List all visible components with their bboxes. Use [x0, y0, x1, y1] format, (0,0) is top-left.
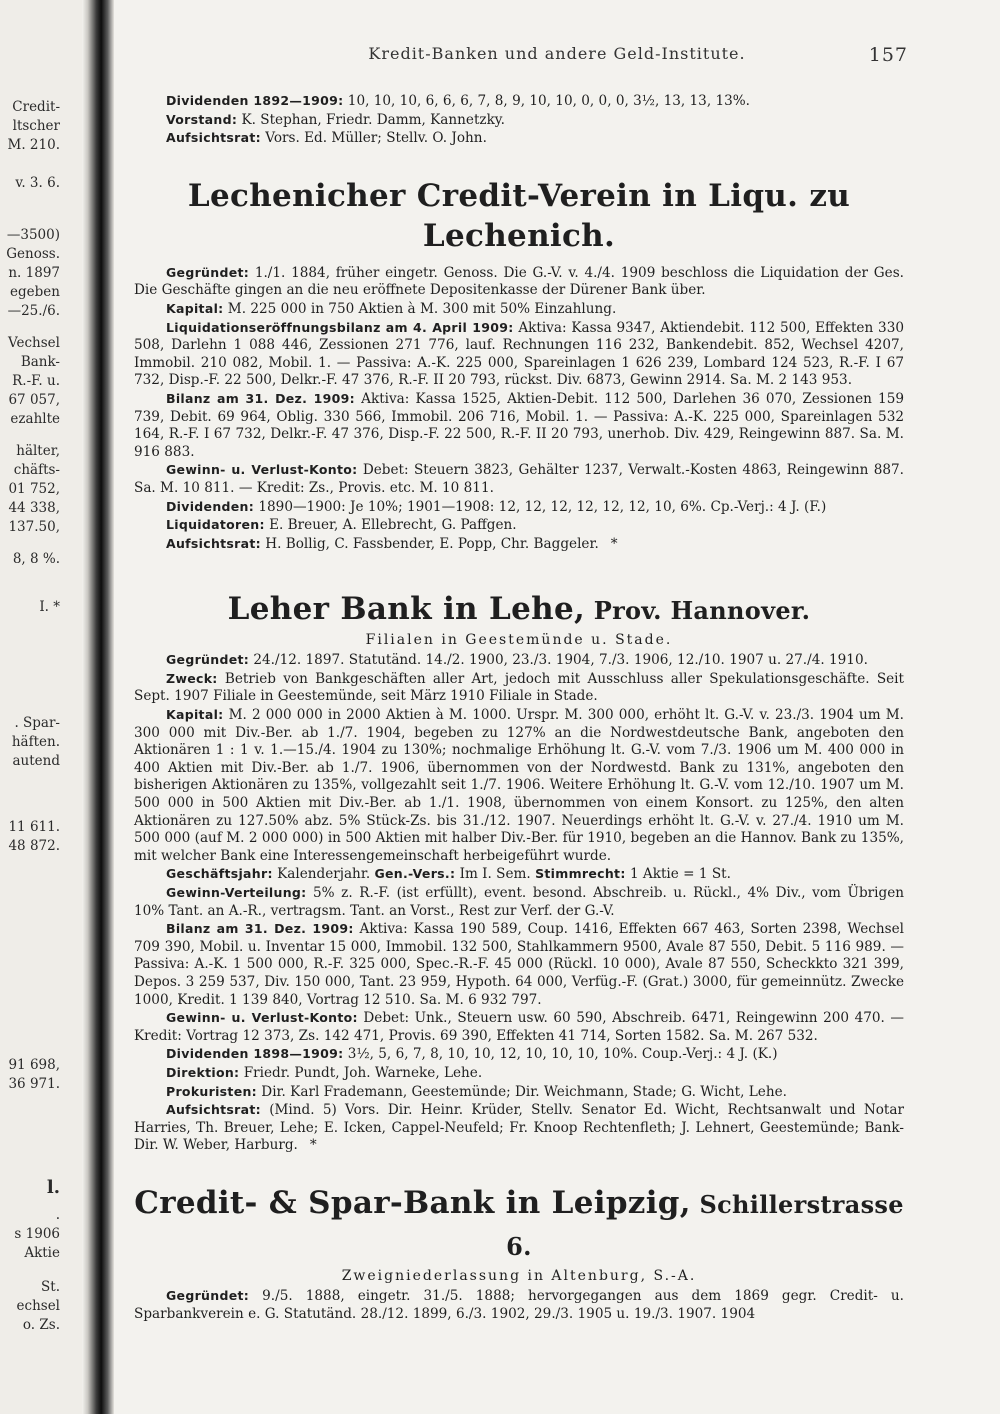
fragment-line: M. 210.	[7, 137, 60, 153]
field-text: Vors. Ed. Müller; Stellv. O. John.	[260, 130, 487, 147]
field-label: Aufsichtsrat:	[166, 130, 261, 146]
field-text: K. Stephan, Friedr. Damm, Kannetzky.	[237, 111, 506, 128]
field-text: 5% z. R.-F. (ist erfüllt), event. besond. Abschreib. u. Rückl., 4% Div., vom Übrigen 10% Tant. an A.-R., vertragsm. Tant. an Vorst., Rest zur Verf. der G.-V.	[134, 885, 904, 919]
content	[134, 92, 904, 1323]
field-label: Gewinn-Verteilung:	[166, 885, 307, 900]
fragment-line: —25./6.	[7, 303, 60, 319]
field-label: Gegründet:	[166, 1287, 250, 1303]
field-text: 3½, 5, 6, 7, 8, 10, 10, 12, 10, 10, 10, 10%. Coup.-Verj.: 4 J. (K.)	[343, 1046, 778, 1063]
fragment-line: Aktie	[24, 1245, 60, 1261]
page	[114, 0, 1000, 1414]
capital-paragraph	[134, 706, 904, 865]
field-label: Kapital:	[166, 707, 224, 723]
founded-paragraph	[134, 651, 904, 670]
heading-main: Leher Bank in Lehe,	[227, 591, 586, 628]
field-label: Liquidatoren:	[166, 517, 265, 533]
field-label: Aufsichtsrat:	[166, 1102, 261, 1118]
field-label: Bilanz am 31. Dez. 1909:	[166, 921, 354, 937]
fragment-line: s 1906	[14, 1226, 60, 1242]
heading-sub: Schillerstrasse 6.	[506, 1189, 904, 1261]
founded-paragraph	[134, 1287, 904, 1323]
fragment-line: o. Zs.	[22, 1317, 60, 1333]
fragment-line: —3500)	[6, 227, 60, 243]
fragment-line: . Spar-	[14, 715, 60, 731]
fragment-line: häften.	[11, 734, 60, 750]
fragment-line: ltscher	[12, 118, 60, 134]
book-gutter	[82, 0, 114, 1414]
field-label: Zweck:	[166, 670, 218, 686]
supervisory-paragraph	[134, 129, 904, 148]
field-text: M. 225 000 in 750 Aktien à M. 300 mit 50% Einzahlung.	[223, 300, 617, 317]
balance-paragraph	[134, 920, 904, 1009]
field-text: Aktiva: Kassa 190 589, Coup. 1416, Effekten 667 463, Sorten 2398, Wechsel 709 390, Mobil. u. Inventar 15 000, Immobil. 132 500, Stahlkammern 9500, Avale 87 550, Debit. 5 116 989. — Passiva: A.-K. 1 500 000, R.-F. 325 000, Spec.-R.-F. 45 000 (Rückl. 10 000), Avale 87 550, Scheckkto 321 399, Depos. 3 259 537, Div. 150 000, Tant. 23 959, Hypoth. 64 000, Verfüg.-F. (Grat.) 3000, für gemeinnütz. Zwecke 1000, Kredit. 1 139 840, Vortrag 12 510. Sa. M. 6 932 797.	[134, 921, 904, 1008]
page-number: 157	[868, 44, 908, 66]
purpose-paragraph	[134, 670, 904, 706]
supervisory-paragraph	[134, 535, 904, 554]
fragment-line: v. 3. 6.	[15, 175, 60, 191]
field-text: Debet: Unk., Steuern usw. 60 590, Abschreib. 6471, Reingewinn 200 470. — Kredit: Vortrag 12 373, Zs. 142 471, Provis. 69 390, Effekten 41 714, Sorten 1582. Sa. M. 267 532.	[134, 1010, 905, 1044]
fragment-line: Credit-	[12, 99, 60, 115]
field-label: Geschäftsjahr:	[166, 866, 273, 882]
dividends-paragraph	[134, 498, 904, 517]
liquidators-paragraph	[134, 516, 904, 535]
dividends-paragraph	[134, 92, 904, 111]
field-text: Im I. Sem.	[455, 866, 536, 883]
field-text: Debet: Steuern 3823, Gehälter 1237, Verwalt.-Kosten 4863, Reingewinn 887. Sa. M. 10 811. — Kredit: Zs., Provis. etc. M. 10 811.	[134, 462, 904, 496]
field-text: 10, 10, 10, 6, 6, 6, 7, 8, 9, 10, 10, 0, 0, 0, 3½, 13, 13, 13%.	[343, 93, 751, 109]
heading-main: Credit- & Spar-Bank in Leipzig,	[134, 1184, 691, 1221]
fragment-line: n. 1897	[8, 265, 60, 281]
profit-loss-paragraph	[134, 1009, 904, 1045]
running-title: Kredit-Banken und andere Geld-Institute.	[368, 44, 746, 63]
fragment-line: 36 971.	[8, 1076, 60, 1092]
fragment-line: Bank-	[20, 354, 60, 370]
fiscal-year-paragraph	[134, 865, 904, 884]
field-label: Aufsichtsrat:	[166, 535, 261, 551]
field-text: Aktiva: Kassa 1525, Aktien-Debit. 112 500, Darlehen 36 070, Zessionen 159 739, Debit. 69 964, Oblig. 330 566, Immobil. 206 716, Mobil. 1. — Passiva: A.-K. 225 000, Spareinlagen 532 164, R.-F. I 67 732, Delkr.-F. 47 376, Disp.-F. 22 500, R.-F. II 20 793, unerhob. Div. 429, Reingewinn 887. Sa. M. 916 883.	[134, 390, 904, 460]
entry-subheading: Filialen in Geestemünde u. Stade.	[365, 632, 673, 649]
fragment-line: autend	[12, 753, 60, 769]
fragment-line: 48 872.	[8, 838, 60, 854]
liquidation-balance-paragraph	[134, 319, 904, 390]
field-text: 9./5. 1888, eingetr. 31./5. 1888; hervorgegangen aus dem 1869 gegr. Credit- u. Sparbankverein e. G. Statutänd. 28./12. 1899, 6./3. 1902, 29./3. 1905 u. 19./3. 1907. 1904	[134, 1287, 904, 1322]
field-label: Liquidationseröffnungsbilanz am 4. April 1909:	[166, 319, 514, 335]
field-text: Friedr. Pundt, Joh. Warneke, Lehe.	[239, 1064, 483, 1081]
fragment-line: egeben	[10, 284, 60, 300]
profit-distribution-paragraph	[134, 884, 904, 920]
capital-paragraph	[134, 300, 904, 319]
entry-heading-lechenich: Lechenicher Credit-Verein in Liqu. zu Lechenich.	[187, 177, 851, 254]
field-label: Dividenden 1898—1909:	[166, 1046, 344, 1062]
field-text: E. Breuer, A. Ellebrecht, G. Paffgen.	[264, 517, 517, 534]
fragment-line: l.	[46, 1177, 60, 1198]
entry-subheading: Zweigniederlassung in Altenburg, S.-A.	[341, 1267, 697, 1284]
board-paragraph	[134, 111, 904, 130]
fragment-line: 137.50,	[8, 519, 60, 535]
fragment-line: echsel	[16, 1298, 60, 1314]
field-text: (Mind. 5) Vors. Dir. Heinr. Krüder, Stellv. Senator Ed. Wicht, Rechtsanwalt und Notar Harries, Th. Breuer, Lehe; E. Icken, Cappel-Neufeld; Fr. Knoop Rechtenfleth; J. Lehnert, Geestemünde; Bank-Dir. W. Weber, Harburg.	[134, 1102, 904, 1154]
field-label: Direktion:	[166, 1064, 240, 1080]
fragment-line: I. *	[39, 599, 60, 615]
fragment-line: ezahlte	[10, 411, 60, 427]
running-header	[114, 44, 1000, 72]
field-label: Gewinn- u. Verlust-Konto:	[166, 1010, 358, 1026]
fragment-line: 01 752,	[8, 481, 60, 497]
fragment-line: St.	[41, 1279, 60, 1295]
field-label: Dividenden:	[166, 498, 255, 514]
balance-paragraph	[134, 390, 904, 461]
field-text: H. Bollig, C. Fassbender, E. Popp, Chr. Baggeler.	[260, 535, 599, 552]
fragment-line: Vechsel	[8, 335, 60, 351]
management-paragraph	[134, 1064, 904, 1083]
field-label: Dividenden 1892—1909:	[166, 93, 344, 108]
fragment-line: 8, 8 %.	[12, 551, 60, 567]
end-mark: *	[610, 535, 618, 552]
end-mark: *	[309, 1137, 317, 1154]
fragment-line: R.-F. u.	[12, 373, 60, 389]
field-text: Kalenderjahr.	[272, 866, 375, 883]
fragment-line: 91 698,	[8, 1057, 60, 1073]
field-label: Prokuristen:	[166, 1083, 257, 1099]
field-text: 1./1. 1884, früher eingetr. Genoss. Die G.-V. v. 4./4. 1909 beschloss die Liquidation der Ges. Die Geschäfte gingen an die neu eröffnete Depositenkasse der Dürener Bank über.	[134, 264, 904, 299]
field-text: Aktiva: Kassa 9347, Aktiendebit. 112 500, Effekten 330 508, Darlehn 1 088 446, Zessionen 271 776, lauf. Rechnungen 116 232, Bankendebit. 852, Wechsel 4207, Immobil. 210 082, Mobil. 1. — Passiva: A.-K. 225 000, Spareinlagen 1 626 239, Lombard 124 523, R.-F. I 67 732, Disp.-F. 22 500, Delkr.-F. 47 376, R.-F. II 20 793, rückst. Div. 6873, Gewinn 2914. Sa. M. 2 143 953.	[134, 319, 904, 389]
field-label: Gen.-Vers.:	[374, 866, 456, 882]
fragment-line: .	[55, 1207, 60, 1223]
field-label: Gegründet:	[166, 264, 250, 280]
heading-sub: Prov. Hannover.	[585, 596, 811, 626]
fragment-line: chäfts-	[13, 462, 60, 478]
proxies-paragraph	[134, 1083, 904, 1102]
fragment-line: 11 611.	[8, 819, 60, 835]
field-label: Kapital:	[166, 300, 224, 316]
entry-heading-leipzig	[134, 1183, 904, 1267]
field-label: Gegründet:	[166, 652, 250, 668]
fragment-line: Genoss.	[6, 246, 60, 262]
entry-heading-lehe	[134, 589, 904, 631]
supervisory-paragraph	[134, 1101, 904, 1155]
fragment-line: 67 057,	[8, 392, 60, 408]
field-label: Bilanz am 31. Dez. 1909:	[166, 390, 355, 406]
founded-paragraph	[134, 264, 904, 300]
field-label: Stimmrecht:	[535, 866, 626, 882]
field-label: Vorstand:	[166, 111, 238, 127]
field-text: 1 Aktie = 1 St.	[625, 866, 731, 883]
profit-loss-paragraph	[134, 461, 904, 497]
field-text: Betrieb von Bankgeschäften aller Art, jedoch mit Ausschluss aller Spekulationsgeschäfte. Seit Sept. 1907 Filiale in Geestemünde, seit März 1910 Filiale in Stade.	[134, 670, 904, 705]
fragment-line: 44 338,	[8, 500, 60, 516]
fragment-line: hälter,	[16, 443, 60, 459]
previous-page-fragment	[0, 0, 82, 1414]
field-text: M. 2 000 000 in 2000 Aktien à M. 1000. Urspr. M. 300 000, erhöht lt. G.-V. v. 23./3. 1904 um M. 300 000 mit Div.-Ber. ab 1./7. 1904, begeben zu 127% an die Nordwestdeutsche Bank, angeboten den Aktionären 1 : 1 v. 1.—15./4. 1904 zu 130%; nochmalige Erhöhung lt. G.-V. vom 7./3. 1906 um M. 400 000 in 400 Aktien mit Div.-Ber. ab 1./7. 1906, übernommen von der Nordwestd. Bank zu 131%, angeboten den bisherigen Aktionären zu 135%, vollgezahlt seit 1./7. 1906. Weitere Erhöhung lt. G.-V. vom 12./10. 1907 um M. 500 000 in 500 Aktien mit Div.-Ber. ab 1./1. 1908, übernommen von einem Konsort. zu 125%, den alten Aktionären zu 127.50% abz. 5% Stück-Zs. bis 31./12. 1907. Neuerdings erhöht lt. G.-V. v. 27./4. 1910 um M. 500 000 (auf M. 2 000 000) in 500 Aktien mit halber Div.-Ber. für 1910, begeben an die Hannov. Bank zu 135%, mit welcher Bank eine Interessengemeinschaft herbeigeführt wurde.	[134, 707, 904, 864]
field-text: 1890—1900: Je 10%; 1901—1908: 12, 12, 12, 12, 12, 12, 10, 6%. Cp.-Verj.: 4 J. (F.)	[254, 498, 827, 515]
field-text: Dir. Karl Frademann, Geestemünde; Dir. Weichmann, Stade; G. Wicht, Lehe.	[256, 1083, 787, 1100]
field-text: 24./12. 1897. Statutänd. 14./2. 1900, 23./3. 1904, 7./3. 1906, 12./10. 1907 u. 27./4. 1910.	[249, 652, 868, 669]
field-label: Gewinn- u. Verlust-Konto:	[166, 462, 358, 478]
dividends-paragraph	[134, 1045, 904, 1064]
